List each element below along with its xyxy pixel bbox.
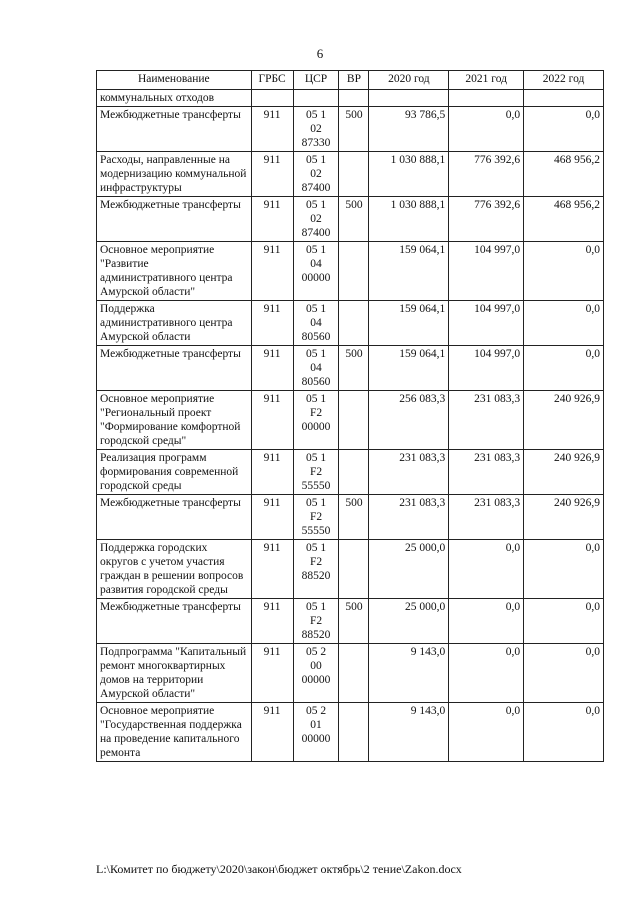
table-body — [97, 90, 604, 762]
cell-2020: 25 000,0 — [369, 599, 449, 644]
cell-2020: 159 064,1 — [369, 242, 449, 301]
cell-vr: 500 — [339, 107, 369, 152]
cell-2020: 231 083,3 — [369, 495, 449, 540]
cell-2022: 0,0 — [524, 644, 604, 703]
cell-vr: 500 — [339, 197, 369, 242]
table-row — [97, 107, 604, 152]
cell-2020: 159 064,1 — [369, 346, 449, 391]
table-row — [97, 540, 604, 599]
cell-grbs: 911 — [251, 107, 293, 152]
cell-vr — [339, 152, 369, 197]
cell-2021: 104 997,0 — [449, 346, 524, 391]
cell-grbs: 911 — [251, 197, 293, 242]
cell-2020: 25 000,0 — [369, 540, 449, 599]
cell-grbs: 911 — [251, 599, 293, 644]
cell-vr — [339, 703, 369, 762]
cell-2020: 159 064,1 — [369, 301, 449, 346]
header-name: Наименование — [97, 71, 252, 90]
cell-grbs: 911 — [251, 644, 293, 703]
cell-2021: 231 083,3 — [449, 450, 524, 495]
cell-name: Поддержка городских округов с учетом участия граждан в решении вопросов развития городской среды — [97, 540, 252, 599]
cell-2020: 256 083,3 — [369, 391, 449, 450]
cell-csr: 05 1 04 80560 — [293, 301, 339, 346]
cell-2021: 0,0 — [449, 703, 524, 762]
cell-grbs: 911 — [251, 242, 293, 301]
header-2020: 2020 год — [369, 71, 449, 90]
cell-vr — [339, 90, 369, 107]
cell-2021: 0,0 — [449, 107, 524, 152]
table-row — [97, 301, 604, 346]
cell-csr: 05 1 F2 88520 — [293, 540, 339, 599]
table-row — [97, 644, 604, 703]
cell-name: Реализация программ формирования современной городской среды — [97, 450, 252, 495]
cell-name: коммунальных отходов — [97, 90, 252, 107]
cell-name: Основное мероприятие "Государственная поддержка на проведение капитального ремонта — [97, 703, 252, 762]
cell-2022: 468 956,2 — [524, 152, 604, 197]
cell-name: Межбюджетные трансферты — [97, 197, 252, 242]
cell-2022: 0,0 — [524, 346, 604, 391]
table-header-row — [97, 71, 604, 90]
table-row — [97, 346, 604, 391]
header-vr: ВР — [339, 71, 369, 90]
cell-vr — [339, 391, 369, 450]
cell-vr: 500 — [339, 495, 369, 540]
cell-2021: 776 392,6 — [449, 152, 524, 197]
cell-2020: 1 030 888,1 — [369, 152, 449, 197]
cell-2020 — [369, 90, 449, 107]
cell-name: Подпрограмма "Капитальный ремонт многоквартирных домов на территории Амурской области" — [97, 644, 252, 703]
table-row — [97, 391, 604, 450]
cell-csr: 05 1 02 87400 — [293, 152, 339, 197]
cell-2020: 9 143,0 — [369, 703, 449, 762]
budget-table — [96, 70, 604, 762]
cell-2022: 0,0 — [524, 107, 604, 152]
cell-grbs: 911 — [251, 540, 293, 599]
table-row — [97, 450, 604, 495]
page-number: 6 — [316, 46, 324, 61]
table-row — [97, 197, 604, 242]
cell-name: Межбюджетные трансферты — [97, 495, 252, 540]
cell-csr: 05 2 01 00000 — [293, 703, 339, 762]
file-path-footer: L:\Комитет по бюджету\2020\закон\бюджет октябрь\2 тение\Zakon.docx — [96, 862, 462, 876]
cell-2020: 231 083,3 — [369, 450, 449, 495]
cell-2021: 0,0 — [449, 540, 524, 599]
cell-2021: 0,0 — [449, 599, 524, 644]
cell-2022: 240 926,9 — [524, 495, 604, 540]
cell-2022: 0,0 — [524, 540, 604, 599]
cell-grbs: 911 — [251, 301, 293, 346]
cell-2022 — [524, 90, 604, 107]
cell-2021: 104 997,0 — [449, 242, 524, 301]
cell-vr — [339, 644, 369, 703]
cell-csr: 05 1 02 87400 — [293, 197, 339, 242]
cell-grbs: 911 — [251, 152, 293, 197]
cell-grbs: 911 — [251, 391, 293, 450]
cell-vr — [339, 450, 369, 495]
header-csr: ЦСР — [293, 71, 339, 90]
cell-2021: 231 083,3 — [449, 495, 524, 540]
cell-2020: 9 143,0 — [369, 644, 449, 703]
cell-name: Межбюджетные трансферты — [97, 599, 252, 644]
cell-2020: 93 786,5 — [369, 107, 449, 152]
cell-name: Поддержка административного центра Амурской области — [97, 301, 252, 346]
cell-name: Межбюджетные трансферты — [97, 346, 252, 391]
cell-csr: 05 2 00 00000 — [293, 644, 339, 703]
cell-2021: 0,0 — [449, 644, 524, 703]
cell-2021: 231 083,3 — [449, 391, 524, 450]
cell-2021: 776 392,6 — [449, 197, 524, 242]
cell-vr — [339, 301, 369, 346]
cell-grbs: 911 — [251, 450, 293, 495]
table-row — [97, 495, 604, 540]
cell-grbs — [251, 90, 293, 107]
cell-2022: 0,0 — [524, 599, 604, 644]
cell-name: Основное мероприятие "Развитие административного центра Амурской области" — [97, 242, 252, 301]
cell-grbs: 911 — [251, 346, 293, 391]
header-grbs: ГРБС — [251, 71, 293, 90]
cell-vr — [339, 242, 369, 301]
cell-csr: 05 1 F2 88520 — [293, 599, 339, 644]
table-row — [97, 703, 604, 762]
cell-name: Межбюджетные трансферты — [97, 107, 252, 152]
cell-csr: 05 1 02 87330 — [293, 107, 339, 152]
cell-2020: 1 030 888,1 — [369, 197, 449, 242]
cell-name: Расходы, направленные на модернизацию коммунальной инфраструктуры — [97, 152, 252, 197]
cell-2021 — [449, 90, 524, 107]
cell-2022: 240 926,9 — [524, 391, 604, 450]
cell-vr: 500 — [339, 346, 369, 391]
cell-vr: 500 — [339, 599, 369, 644]
cell-2022: 0,0 — [524, 301, 604, 346]
cell-csr: 05 1 F2 55550 — [293, 450, 339, 495]
header-2021: 2021 год — [449, 71, 524, 90]
cell-2022: 0,0 — [524, 703, 604, 762]
cell-2022: 240 926,9 — [524, 450, 604, 495]
cell-name: Основное мероприятие "Региональный проект "Формирование комфортной городской среды" — [97, 391, 252, 450]
table-row — [97, 599, 604, 644]
cell-csr: 05 1 04 80560 — [293, 346, 339, 391]
cell-csr: 05 1 F2 00000 — [293, 391, 339, 450]
cell-grbs: 911 — [251, 703, 293, 762]
cell-2022: 0,0 — [524, 242, 604, 301]
cell-2022: 468 956,2 — [524, 197, 604, 242]
header-2022: 2022 год — [524, 71, 604, 90]
cell-csr: 05 1 F2 55550 — [293, 495, 339, 540]
table-row — [97, 242, 604, 301]
cell-csr: 05 1 04 00000 — [293, 242, 339, 301]
cell-grbs: 911 — [251, 495, 293, 540]
cell-csr — [293, 90, 339, 107]
cell-2021: 104 997,0 — [449, 301, 524, 346]
cell-vr — [339, 540, 369, 599]
table-row — [97, 152, 604, 197]
table-row — [97, 90, 604, 107]
